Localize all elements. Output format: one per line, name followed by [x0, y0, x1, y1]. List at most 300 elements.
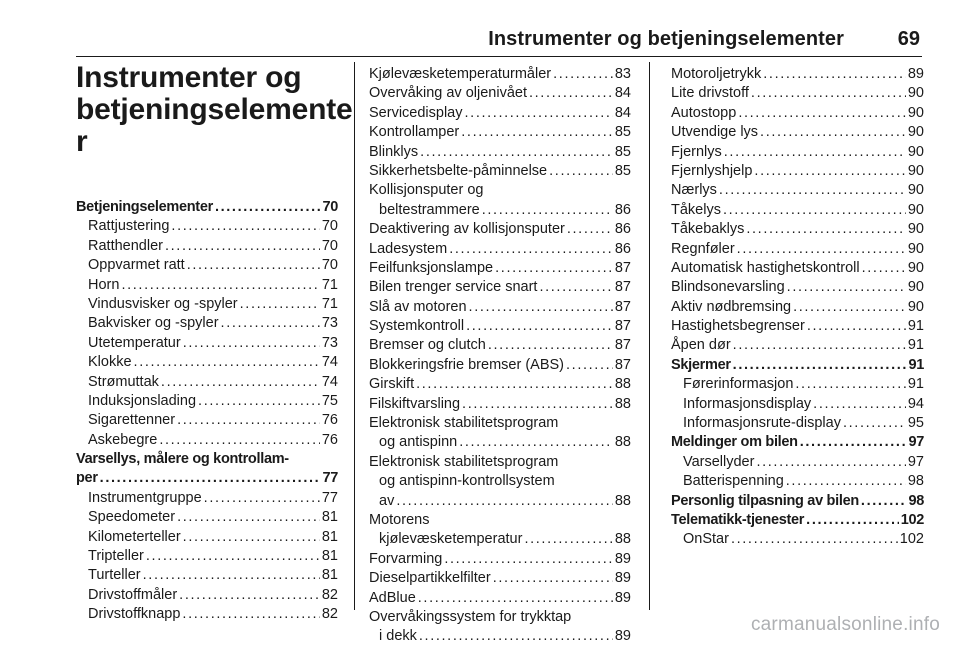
toc-entry-title: Blinklys [369, 143, 419, 160]
toc-entry-title: Kontrollamper [369, 124, 460, 141]
toc-dot-leader [719, 181, 906, 200]
toc-entry-page: 70 [322, 199, 338, 215]
toc-entry-title: Strømuttak [88, 373, 159, 390]
toc-entry-title: Slå av motoren [369, 298, 467, 315]
toc-entry-page: 74 [321, 373, 338, 390]
toc-column-3 [671, 65, 924, 550]
toc-entry-title: Autostopp [671, 104, 737, 121]
toc-entry[interactable] [369, 414, 631, 433]
toc-entry[interactable] [76, 469, 338, 488]
toc-entry-page: 76 [321, 431, 338, 448]
toc-entry-page: 90 [907, 201, 924, 218]
toc-entry-page: 87 [614, 279, 631, 296]
toc-entry-page: 89 [614, 570, 631, 587]
toc-entry-page: 90 [907, 259, 924, 276]
toc-entry[interactable] [76, 431, 338, 450]
toc-entry-title: per [76, 470, 98, 487]
toc-entry-title: Fjernlys [671, 143, 722, 160]
toc-entry-title: Girskift [369, 376, 415, 393]
toc-entry-title: i dekk [379, 628, 417, 645]
toc-entry[interactable] [369, 608, 631, 627]
toc-entry[interactable] [369, 453, 631, 472]
toc-entry-page: 70 [321, 237, 338, 254]
watermark: carmanualsonline.info [750, 614, 940, 635]
toc-dot-leader [795, 375, 905, 394]
toc-entry-title: Lite drivstoff [671, 85, 749, 102]
toc-dot-leader [733, 356, 907, 375]
toc-dot-leader [221, 314, 320, 333]
toc-entry-title: og antispinn [379, 434, 458, 451]
toc-entry[interactable] [369, 395, 631, 414]
toc-entry-title: kjølevæsketemperatur [379, 531, 523, 548]
toc-dot-leader [566, 356, 613, 375]
toc-entry[interactable] [671, 336, 924, 355]
toc-entry-title: Hastighetsbegrenser [671, 318, 805, 335]
toc-entry-title: OnStar [683, 531, 729, 548]
toc-entry-page: 85 [614, 124, 631, 141]
toc-dot-leader [751, 84, 906, 103]
toc-dot-leader [731, 530, 898, 549]
toc-entry-page: 97 [908, 434, 924, 451]
toc-entry-page: 81 [321, 548, 338, 565]
toc-entry-title: beltestrammere [379, 201, 480, 218]
toc-dot-leader [134, 353, 320, 372]
toc-entry-title: Batterispenning [683, 473, 784, 490]
toc-column-1 [76, 198, 338, 625]
toc-entry-title: Askebegre [88, 431, 158, 448]
toc-entry[interactable] [76, 198, 338, 217]
chapter-title [76, 61, 353, 158]
toc-entry[interactable] [76, 605, 338, 624]
toc-entry[interactable] [369, 104, 631, 123]
toc-entry-title: Personlig tilpasning av bilen [671, 492, 859, 509]
toc-dot-leader [529, 84, 613, 103]
toc-entry-page: 90 [907, 143, 924, 160]
toc-entry[interactable] [369, 220, 631, 239]
toc-entry-page: 70 [321, 218, 338, 235]
toc-dot-leader [396, 492, 613, 511]
toc-entry-page: 98 [907, 473, 924, 490]
toc-entry-title: Feilfunksjonslampe [369, 259, 494, 276]
toc-entry-title: Overvåking av oljenivået [369, 85, 527, 102]
toc-entry-page: 76 [321, 412, 338, 429]
toc-entry-page: 88 [614, 492, 631, 509]
toc-dot-leader [146, 547, 320, 566]
toc-dot-leader [159, 431, 320, 450]
toc-entry[interactable] [76, 373, 338, 392]
toc-dot-leader [786, 472, 906, 491]
chapter-title-line: betjeningselemente [76, 93, 353, 126]
toc-entry-title: Informasjonsdisplay [683, 395, 812, 412]
toc-dot-leader [183, 334, 320, 353]
toc-entry[interactable] [369, 375, 631, 394]
toc-dot-leader [567, 220, 613, 239]
toc-entry-page: 89 [614, 550, 631, 567]
toc-entry-page: 81 [321, 528, 338, 545]
toc-dot-leader [179, 586, 320, 605]
toc-entry[interactable] [369, 589, 631, 608]
toc-dot-leader [100, 469, 321, 488]
toc-dot-leader [462, 395, 613, 414]
toc-entry[interactable] [76, 528, 338, 547]
toc-entry-page: 84 [614, 85, 631, 102]
toc-entry-page: 73 [321, 334, 338, 351]
toc-entry-title: Deaktivering av kollisjonsputer [369, 221, 565, 238]
toc-entry-title: Betjeningselementer [76, 199, 213, 215]
toc-entry[interactable] [76, 450, 338, 469]
toc-entry-title: Sikkerhetsbelte-påminnelse [369, 162, 548, 179]
toc-dot-leader [843, 414, 906, 433]
toc-entry-title: Automatisk hastighetskontroll [671, 259, 860, 276]
toc-entry-page: 97 [907, 453, 924, 470]
toc-entry-page: 91 [908, 356, 924, 373]
toc-entry[interactable] [671, 181, 924, 200]
toc-entry[interactable] [671, 278, 924, 297]
toc-entry[interactable] [369, 627, 631, 646]
toc-entry[interactable] [671, 395, 924, 414]
toc-entry[interactable] [369, 259, 631, 278]
toc-dot-leader [723, 201, 906, 220]
toc-entry-title: Utvendige lys [671, 124, 759, 141]
toc-entry[interactable] [369, 336, 631, 355]
toc-entry[interactable] [671, 162, 924, 181]
toc-entry[interactable] [369, 240, 631, 259]
toc-entry-title: Tåkelys [671, 201, 721, 218]
toc-dot-leader [182, 605, 319, 624]
toc-dot-leader [121, 276, 319, 295]
toc-entry[interactable] [671, 259, 924, 278]
toc-dot-leader [465, 104, 613, 123]
toc-entry-page: 90 [907, 85, 924, 102]
toc-entry-title: Oppvarmet ratt [88, 257, 185, 274]
toc-entry-page: 87 [614, 318, 631, 335]
toc-entry-page: 89 [614, 589, 631, 606]
toc-entry[interactable] [76, 566, 338, 585]
toc-dot-leader [737, 240, 906, 259]
toc-dot-leader [461, 123, 613, 142]
toc-dot-leader [416, 375, 613, 394]
toc-entry[interactable] [671, 511, 924, 530]
toc-dot-leader [806, 511, 899, 530]
toc-entry-page: 85 [614, 143, 631, 160]
toc-entry-title: Informasjonsrute-display [683, 415, 841, 432]
toc-entry[interactable] [76, 334, 338, 353]
toc-entry-page: 90 [907, 279, 924, 296]
chapter-title-line: Instrumenter og [76, 61, 302, 94]
toc-entry-title: Klokke [88, 354, 132, 371]
toc-entry[interactable] [76, 586, 338, 605]
toc-dot-leader [763, 65, 906, 84]
running-title: Instrumenter og betjeningselementer [488, 28, 844, 50]
toc-entry-title: Ladesystem [369, 240, 448, 257]
toc-entry-title: Drivstoffmåler [88, 586, 178, 603]
toc-entry-title: Ratthendler [88, 237, 163, 254]
toc-entry-title: Blindsonevarsling [671, 279, 785, 296]
toc-entry-title: Tåkebaklys [671, 221, 745, 238]
toc-entry-title: Sigarettenner [88, 412, 176, 429]
toc-entry-page: 90 [907, 162, 924, 179]
toc-entry-page: 102 [900, 511, 924, 528]
toc-entry[interactable] [671, 65, 924, 84]
toc-dot-leader [420, 143, 613, 162]
toc-entry[interactable] [76, 256, 338, 275]
toc-entry[interactable] [671, 375, 924, 394]
toc-entry[interactable] [369, 65, 631, 84]
toc-entry-page: 77 [321, 489, 338, 506]
toc-entry[interactable] [671, 492, 924, 511]
toc-dot-leader [418, 589, 613, 608]
toc-entry-page: 89 [614, 628, 631, 645]
toc-entry-page: 71 [321, 295, 338, 312]
toc-dot-leader [861, 492, 907, 511]
toc-entry-title: av [379, 492, 395, 509]
toc-entry-title: Filskiftvarsling [369, 395, 461, 412]
toc-dot-leader [177, 411, 320, 430]
toc-dot-leader [760, 123, 906, 142]
toc-entry-page: 94 [907, 395, 924, 412]
toc-dot-leader [746, 220, 906, 239]
toc-entry[interactable] [76, 411, 338, 430]
toc-dot-leader [215, 198, 321, 217]
toc-entry-title: Fjernlyshjelp [671, 162, 753, 179]
toc-entry-title: Varsellyder [683, 453, 755, 470]
toc-entry-title: Turteller [88, 567, 141, 584]
toc-entry-title: Servicedisplay [369, 104, 463, 121]
toc-entry-page: 88 [614, 531, 631, 548]
toc-dot-leader [143, 566, 320, 585]
toc-dot-leader [495, 259, 613, 278]
toc-dot-leader [419, 627, 613, 646]
toc-dot-leader [724, 143, 906, 162]
toc-dot-leader [756, 453, 905, 472]
toc-entry-page: 88 [614, 434, 631, 451]
toc-entry[interactable] [671, 453, 924, 472]
toc-entry-page: 88 [614, 395, 631, 412]
toc-entry[interactable] [671, 220, 924, 239]
toc-entry-title: Regnføler [671, 240, 735, 257]
header-rule [76, 56, 922, 57]
toc-entry[interactable] [369, 201, 631, 220]
toc-entry-page: 82 [321, 606, 338, 623]
toc-dot-leader [733, 336, 906, 355]
toc-entry-title: Motoroljetrykk [671, 66, 762, 82]
toc-entry[interactable] [671, 472, 924, 491]
toc-entry-title: Elektronisk stabilitetsprogram [369, 415, 559, 432]
toc-entry-title: Utetemperatur [88, 334, 181, 351]
toc-entry[interactable] [369, 530, 631, 549]
toc-entry[interactable] [369, 162, 631, 181]
toc-entry[interactable] [369, 569, 631, 588]
toc-entry[interactable] [76, 295, 338, 314]
toc-entry[interactable] [671, 143, 924, 162]
toc-entry[interactable] [369, 181, 631, 200]
toc-entry-title: Skjermer [671, 356, 731, 373]
toc-entry-title: Vindusvisker og -spyler [88, 295, 238, 312]
toc-dot-leader [787, 278, 906, 297]
toc-entry-page: 87 [614, 259, 631, 276]
toc-entry-page: 90 [907, 182, 924, 199]
toc-entry-page: 87 [614, 298, 631, 315]
toc-entry-page: 90 [907, 240, 924, 257]
toc-entry-title: Speedometer [88, 509, 176, 526]
toc-entry-title: Bakvisker og -spyler [88, 315, 219, 332]
toc-entry-page: 86 [614, 240, 631, 257]
toc-entry-title: Systemkontroll [369, 318, 465, 335]
toc-entry-title: Kilometerteller [88, 528, 181, 545]
toc-entry-title: Aktiv nødbremsing [671, 298, 792, 315]
toc-entry[interactable] [671, 123, 924, 142]
toc-entry-title: Overvåkingssystem for trykktap [369, 608, 572, 625]
toc-entry-title: Horn [88, 276, 120, 293]
toc-dot-leader [862, 259, 906, 278]
toc-entry[interactable] [369, 472, 631, 491]
toc-entry-title: Telematikk-tjenester [671, 511, 805, 528]
toc-entry-title: Motorens [369, 511, 430, 528]
toc-entry-page: 86 [614, 201, 631, 218]
toc-entry-title: og antispinn-kontrollsystem [379, 473, 555, 490]
toc-entry[interactable] [671, 317, 924, 336]
toc-entry[interactable] [671, 201, 924, 220]
toc-entry[interactable] [369, 433, 631, 452]
toc-entry-title: Meldinger om bilen [671, 434, 798, 451]
toc-dot-leader [187, 256, 320, 275]
toc-dot-leader [198, 392, 320, 411]
toc-column-2 [369, 65, 631, 647]
toc-entry-page: 88 [614, 376, 631, 393]
toc-entry[interactable] [369, 317, 631, 336]
toc-entry[interactable] [76, 314, 338, 333]
toc-entry-page: 91 [907, 318, 924, 335]
toc-entry-page: 87 [614, 337, 631, 354]
toc-entry[interactable] [76, 217, 338, 236]
toc-entry[interactable] [369, 511, 631, 530]
toc-entry[interactable] [76, 276, 338, 295]
toc-entry-title: Forvarming [369, 550, 443, 567]
toc-entry[interactable] [76, 489, 338, 508]
toc-entry-title: AdBlue [369, 589, 416, 606]
toc-entry[interactable] [671, 433, 924, 452]
toc-dot-leader [469, 298, 613, 317]
toc-entry-page: 81 [321, 567, 338, 584]
toc-entry-page: 83 [614, 66, 631, 82]
toc-entry-title: Nærlys [671, 182, 717, 199]
toc-entry-page: 91 [907, 337, 924, 354]
toc-entry-page: 98 [908, 492, 924, 509]
toc-dot-leader [813, 395, 906, 414]
toc-dot-leader [488, 336, 613, 355]
toc-entry[interactable] [369, 298, 631, 317]
toc-dot-leader [240, 295, 320, 314]
toc-dot-leader [165, 237, 320, 256]
toc-entry-title: Kjølevæsketemperaturmåler [369, 66, 552, 82]
toc-entry-page: 74 [321, 354, 338, 371]
toc-dot-leader [161, 373, 320, 392]
toc-entry[interactable] [369, 492, 631, 511]
toc-entry-title: Drivstoffknapp [88, 606, 181, 623]
toc-dot-leader [524, 530, 612, 549]
toc-entry-page: 90 [907, 298, 924, 315]
toc-entry[interactable] [76, 547, 338, 566]
toc-entry-page: 82 [321, 586, 338, 603]
toc-entry-page: 89 [907, 66, 924, 82]
toc-entry[interactable] [369, 143, 631, 162]
toc-dot-leader [807, 317, 906, 336]
toc-entry-page: 75 [321, 392, 338, 409]
toc-entry-title: Tripteller [88, 548, 144, 565]
toc-entry[interactable] [76, 508, 338, 527]
toc-entry-page: 90 [907, 124, 924, 141]
toc-dot-leader [793, 298, 906, 317]
toc-entry[interactable] [76, 237, 338, 256]
toc-entry-page: 86 [614, 221, 631, 238]
toc-entry-page: 102 [899, 531, 924, 548]
toc-entry-page: 77 [322, 470, 338, 487]
toc-dot-leader [444, 550, 613, 569]
toc-entry[interactable] [369, 84, 631, 103]
toc-entry-page: 85 [614, 162, 631, 179]
toc-dot-leader [493, 569, 613, 588]
toc-entry[interactable] [671, 414, 924, 433]
toc-dot-leader [549, 162, 613, 181]
toc-entry-title: Dieselpartikkelfilter [369, 570, 491, 587]
toc-dot-leader [171, 217, 319, 236]
column-divider [354, 62, 355, 610]
toc-entry-title: Varsellys, målere og kontrollam- [76, 451, 289, 468]
toc-dot-leader [754, 162, 905, 181]
toc-entry[interactable] [76, 392, 338, 411]
toc-entry[interactable] [671, 356, 924, 375]
toc-dot-leader [738, 104, 906, 123]
toc-entry[interactable] [369, 356, 631, 375]
toc-entry-title: Induksjonslading [88, 392, 197, 409]
toc-entry[interactable] [671, 84, 924, 103]
toc-entry-title: Bilen trenger service snart [369, 279, 538, 296]
toc-entry[interactable] [76, 353, 338, 372]
toc-entry-title: Rattjustering [88, 218, 170, 235]
toc-dot-leader [553, 65, 613, 84]
toc-entry[interactable] [671, 298, 924, 317]
toc-entry-page: 91 [907, 376, 924, 393]
page-number: 69 [897, 28, 920, 50]
toc-entry-title: Åpen dør [671, 337, 731, 354]
running-header [0, 14, 960, 54]
toc-entry-page: 73 [321, 315, 338, 332]
toc-entry-page: 71 [321, 276, 338, 293]
toc-entry[interactable] [671, 104, 924, 123]
toc-dot-leader [800, 433, 907, 452]
toc-entry-page: 84 [614, 104, 631, 121]
toc-entry-page: 90 [907, 221, 924, 238]
toc-dot-leader [183, 528, 320, 547]
toc-entry[interactable] [671, 240, 924, 259]
toc-dot-leader [482, 201, 613, 220]
toc-entry-title: Elektronisk stabilitetsprogram [369, 453, 559, 470]
toc-dot-leader [539, 278, 612, 297]
toc-entry[interactable] [369, 278, 631, 297]
toc-entry-title: Blokkeringsfrie bremser (ABS) [369, 356, 564, 373]
toc-dot-leader [449, 240, 613, 259]
toc-entry-title: Førerinformasjon [683, 376, 794, 393]
toc-entry[interactable] [369, 550, 631, 569]
toc-entry-title: Bremser og clutch [369, 337, 486, 354]
toc-entry-page: 81 [321, 509, 338, 526]
toc-entry-title: Instrumentgruppe [88, 489, 202, 506]
toc-dot-leader [466, 317, 613, 336]
toc-entry[interactable] [671, 530, 924, 549]
toc-dot-leader [459, 433, 613, 452]
toc-entry-title: Kollisjonsputer og [369, 182, 484, 199]
toc-entry[interactable] [369, 123, 631, 142]
